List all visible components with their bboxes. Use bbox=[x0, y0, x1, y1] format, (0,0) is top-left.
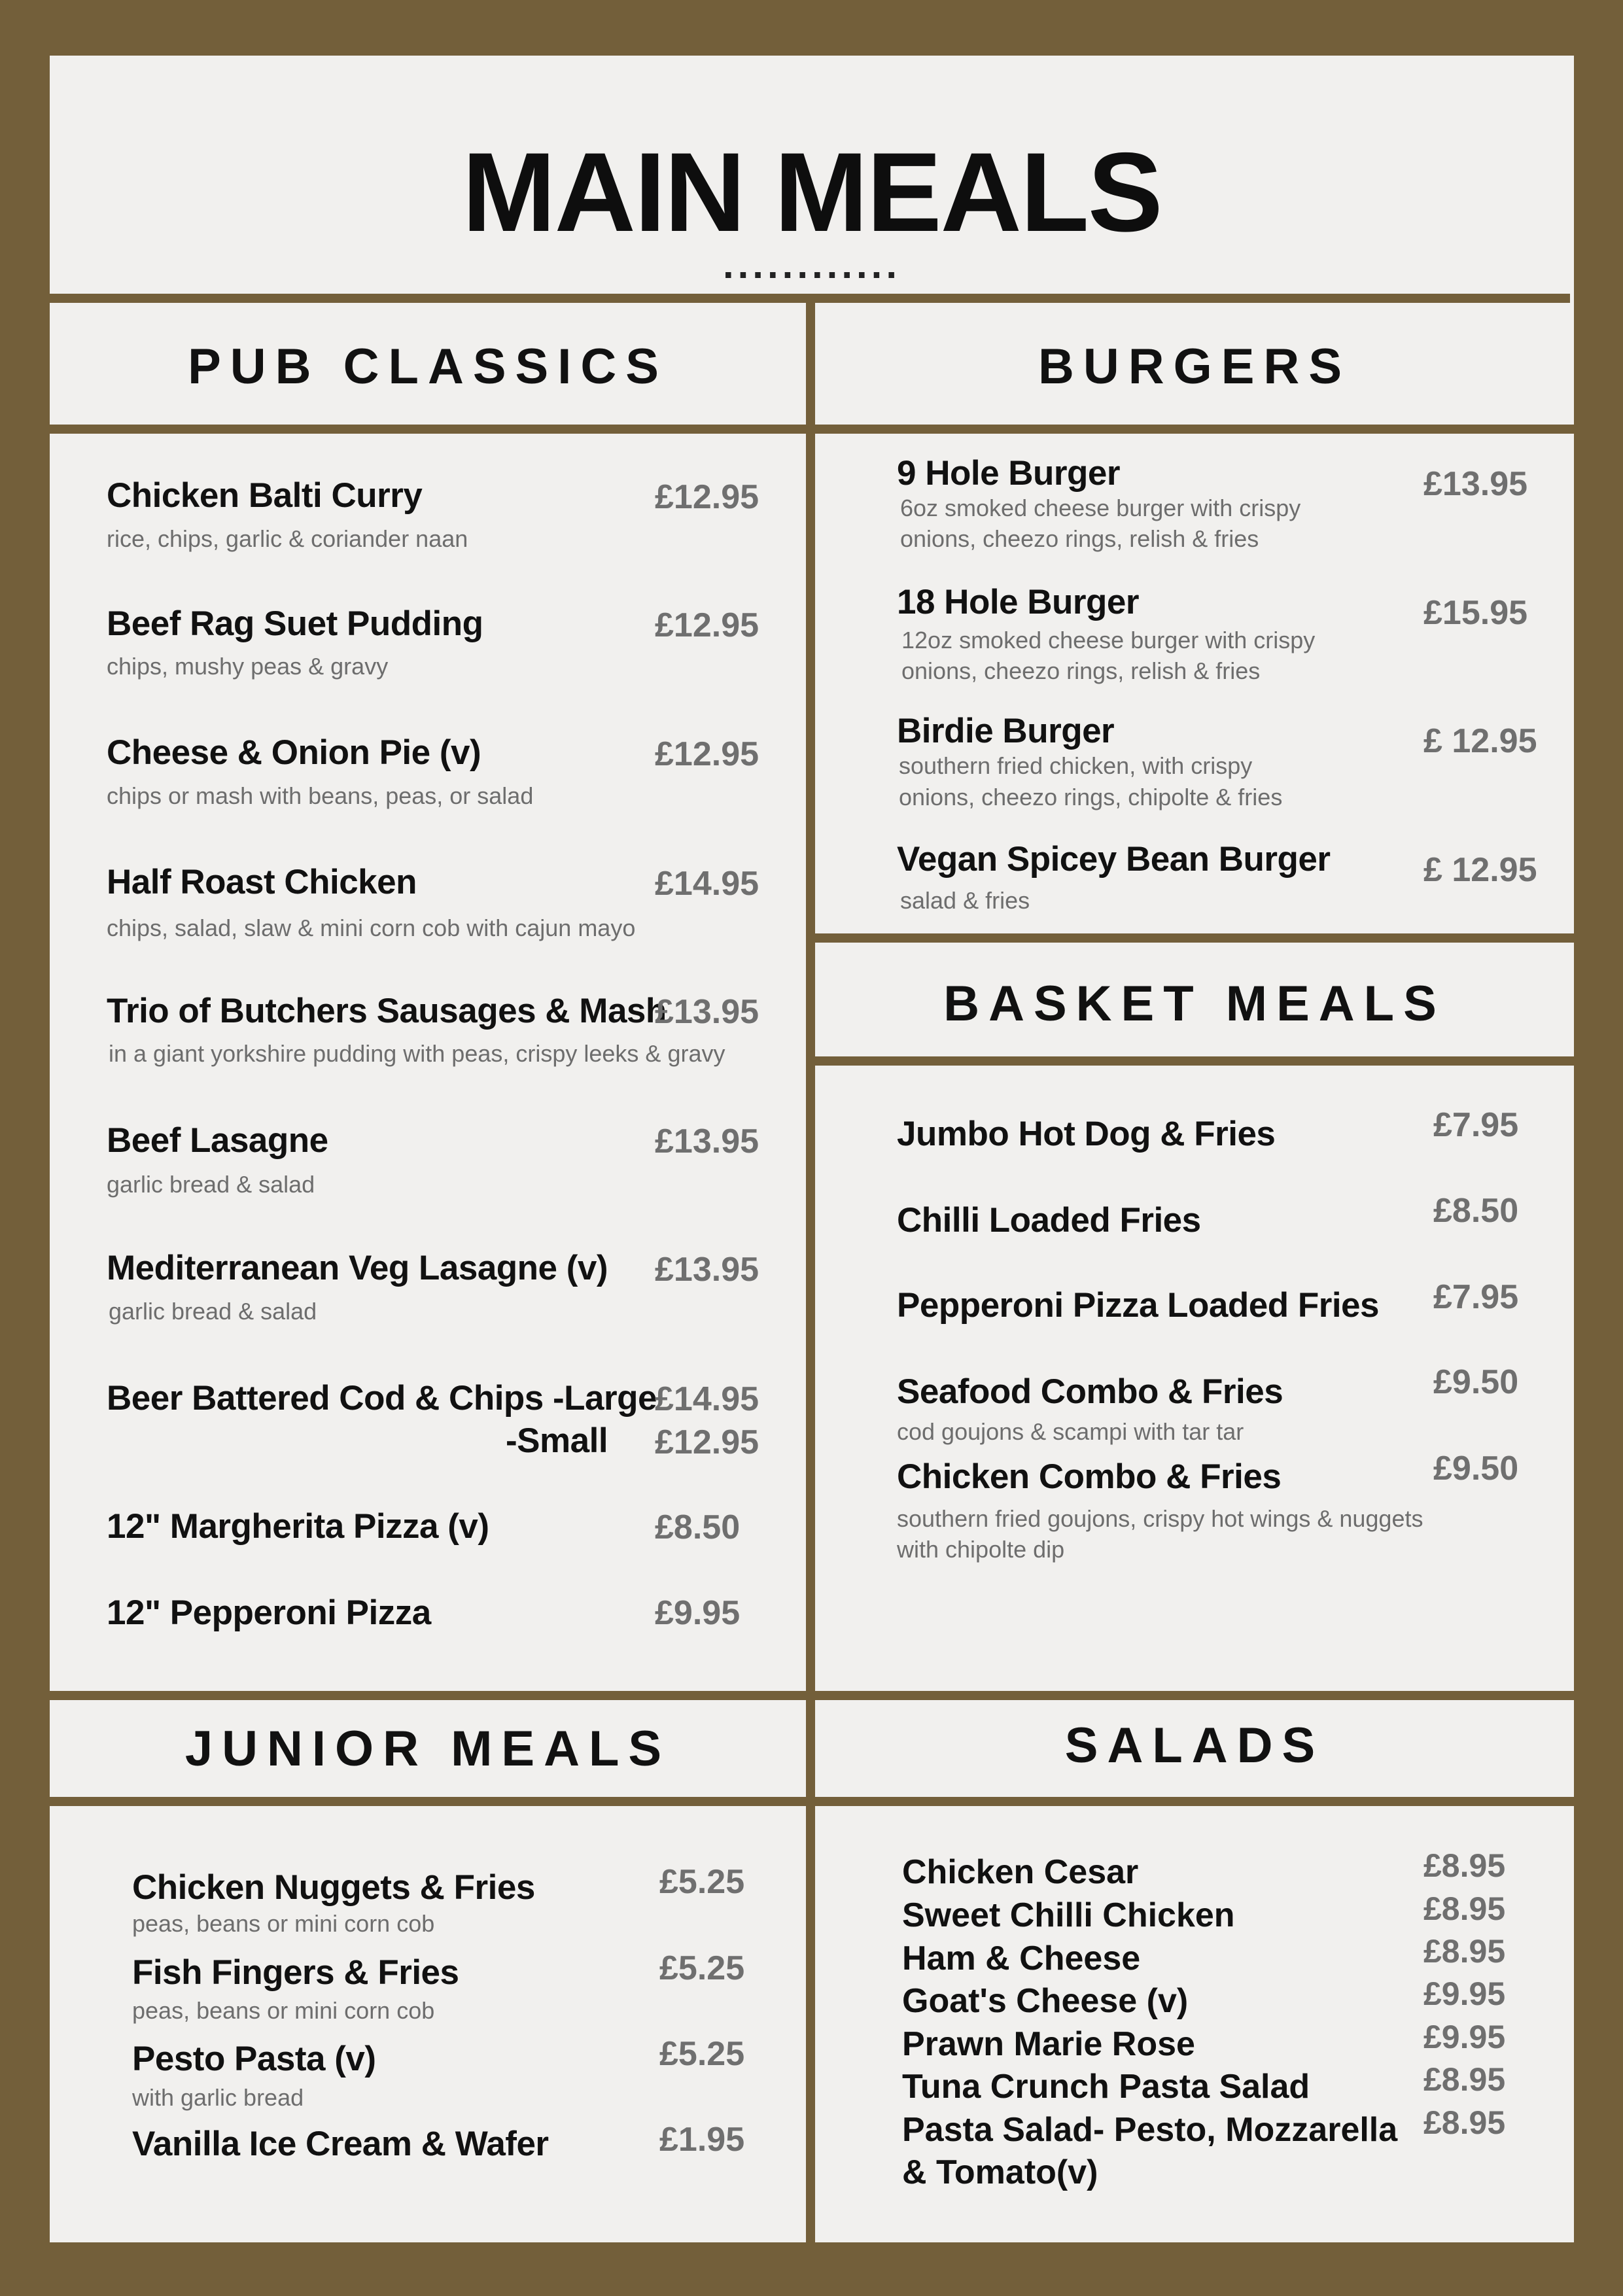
item-price: £9.50 bbox=[1433, 1363, 1519, 1401]
item-description: chips or mash with beans, peas, or salad bbox=[107, 782, 534, 809]
item-price: £ 12.95 bbox=[1423, 722, 1537, 760]
item-name: 18 Hole Burger bbox=[897, 583, 1140, 621]
item-price: £9.50 bbox=[1433, 1450, 1519, 1487]
item-name: Tuna Crunch Pasta Salad bbox=[902, 2068, 1310, 2106]
item-name: 9 Hole Burger bbox=[897, 454, 1121, 493]
section-heading-basket-meals: BASKET MEALS bbox=[943, 976, 1446, 1032]
item-description: garlic bread & salad bbox=[107, 1171, 315, 1198]
item-price: £9.95 bbox=[655, 1594, 741, 1632]
item-description: in a giant yorkshire pudding with peas, crispy leeks & gravy bbox=[109, 1040, 725, 1067]
item-name: & Tomato(v) bbox=[902, 2153, 1098, 2191]
menu-sheet bbox=[50, 56, 1574, 2242]
item-description: 12oz smoked cheese burger with crispy bbox=[901, 627, 1316, 653]
item-name: Vanilla Ice Cream & Wafer bbox=[132, 2125, 549, 2163]
item-description: chips, mushy peas & gravy bbox=[107, 653, 389, 680]
item-price: £13.95 bbox=[655, 993, 759, 1031]
item-name: Sweet Chilli Chicken bbox=[902, 1896, 1235, 1934]
item-description: peas, beans or mini corn cob bbox=[132, 1997, 435, 2024]
item-price: £14.95 bbox=[655, 1380, 759, 1418]
item-name: Ham & Cheese bbox=[902, 1939, 1141, 1977]
item-description: cod goujons & scampi with tar tar bbox=[897, 1418, 1244, 1445]
divider-under-basket-meals-heading bbox=[815, 1056, 1574, 1066]
item-description: onions, cheezo rings, chipolte & fries bbox=[899, 784, 1283, 810]
item-name: Beef Lasagne bbox=[107, 1121, 328, 1160]
item-price: £14.95 bbox=[655, 865, 759, 903]
item-name: Jumbo Hot Dog & Fries bbox=[897, 1115, 1276, 1153]
item-description: onions, cheezo rings, relish & fries bbox=[901, 657, 1261, 684]
divider-above-basket-meals bbox=[815, 933, 1574, 943]
item-price: £12.95 bbox=[655, 478, 759, 516]
item-description: onions, cheezo rings, relish & fries bbox=[900, 525, 1259, 552]
item-price: £13.95 bbox=[655, 1122, 759, 1160]
item-price: £12.95 bbox=[655, 606, 759, 644]
item-name: Mediterranean Veg Lasagne (v) bbox=[107, 1249, 608, 1287]
item-name: Chilli Loaded Fries bbox=[897, 1201, 1201, 1240]
section-heading-salads: SALADS bbox=[1064, 1718, 1325, 1773]
item-price: £9.95 bbox=[1423, 1975, 1506, 2012]
item-name: Seafood Combo & Fries bbox=[897, 1372, 1283, 1411]
item-price: £13.95 bbox=[655, 1251, 759, 1289]
item-name: 12" Pepperoni Pizza bbox=[107, 1593, 431, 1632]
item-name: Chicken Combo & Fries bbox=[897, 1457, 1282, 1496]
item-price: £1.95 bbox=[659, 2121, 745, 2159]
item-name: 12" Margherita Pizza (v) bbox=[107, 1507, 489, 1546]
item-description: southern fried chicken, with crispy bbox=[899, 752, 1253, 779]
item-price: £8.50 bbox=[1433, 1192, 1519, 1230]
item-name: Fish Fingers & Fries bbox=[132, 1953, 459, 1992]
item-name: Pepperoni Pizza Loaded Fries bbox=[897, 1286, 1380, 1325]
item-name: Pasta Salad- Pesto, Mozzarella bbox=[902, 2111, 1398, 2149]
item-name: Pesto Pasta (v) bbox=[132, 2040, 376, 2078]
item-name: Goat's Cheese (v) bbox=[902, 1982, 1189, 2020]
divider-above-junior-meals bbox=[50, 1691, 1574, 1700]
item-price: £7.95 bbox=[1433, 1278, 1519, 1316]
section-heading-pub-classics: PUB CLASSICS bbox=[188, 339, 668, 394]
item-price: £ 12.95 bbox=[1423, 851, 1537, 889]
item-price: £8.95 bbox=[1423, 2061, 1506, 2098]
item-description: rice, chips, garlic & coriander naan bbox=[107, 525, 468, 552]
item-name: Half Roast Chicken bbox=[107, 863, 417, 901]
title-dots-divider: ............ bbox=[722, 243, 901, 287]
item-price: £8.50 bbox=[655, 1508, 741, 1546]
item-price: £5.25 bbox=[659, 1949, 745, 1987]
item-price: £15.95 bbox=[1423, 594, 1528, 632]
item-description: peas, beans or mini corn cob bbox=[132, 1910, 435, 1937]
item-name: Prawn Marie Rose bbox=[902, 2025, 1195, 2063]
item-name: Vegan Spicey Bean Burger bbox=[897, 840, 1331, 878]
item-name: Chicken Cesar bbox=[902, 1853, 1139, 1891]
item-price: £5.25 bbox=[659, 2035, 745, 2073]
item-price: £8.95 bbox=[1423, 1890, 1506, 1927]
item-description: with chipolte dip bbox=[897, 1536, 1065, 1563]
column-divider bbox=[806, 303, 815, 2242]
item-price: £9.95 bbox=[1423, 2019, 1506, 2055]
section-heading-burgers: BURGERS bbox=[1038, 339, 1352, 394]
item-name: Chicken Nuggets & Fries bbox=[132, 1868, 535, 1907]
item-name: Beer Battered Cod & Chips -Large bbox=[107, 1379, 657, 1418]
item-name: Chicken Balti Curry bbox=[107, 476, 423, 515]
item-name: Birdie Burger bbox=[897, 712, 1115, 750]
item-price: £5.25 bbox=[659, 1863, 745, 1901]
item-name: Cheese & Onion Pie (v) bbox=[107, 733, 481, 772]
item-description: chips, salad, slaw & mini corn cob with cajun mayo bbox=[107, 914, 636, 941]
item-description: salad & fries bbox=[900, 887, 1030, 914]
item-price: £7.95 bbox=[1433, 1106, 1519, 1144]
item-name: Beef Rag Suet Pudding bbox=[107, 604, 483, 643]
section-heading-junior-meals: JUNIOR MEALS bbox=[184, 1721, 671, 1777]
item-description: garlic bread & salad bbox=[109, 1298, 317, 1325]
divider-under-burgers-heading bbox=[815, 425, 1574, 434]
item-description: 6oz smoked cheese burger with crispy bbox=[900, 495, 1301, 521]
item-price: £8.95 bbox=[1423, 1933, 1506, 1970]
item-name: -Small bbox=[506, 1421, 608, 1460]
item-price: £12.95 bbox=[655, 1423, 759, 1461]
item-price: £8.95 bbox=[1423, 2104, 1506, 2141]
item-name: Trio of Butchers Sausages & Mash bbox=[107, 992, 667, 1030]
item-price: £8.95 bbox=[1423, 1847, 1506, 1884]
divider-under-title bbox=[50, 294, 1570, 303]
item-description: with garlic bread bbox=[132, 2084, 304, 2111]
divider-under-pub-classics-heading bbox=[50, 425, 806, 434]
divider-under-lower-headings bbox=[50, 1797, 1574, 1806]
item-price: £13.95 bbox=[1423, 465, 1528, 503]
item-description: southern fried goujons, crispy hot wings & nuggets bbox=[897, 1505, 1423, 1532]
item-price: £12.95 bbox=[655, 735, 759, 773]
page-title: MAIN MEALS bbox=[462, 130, 1162, 255]
